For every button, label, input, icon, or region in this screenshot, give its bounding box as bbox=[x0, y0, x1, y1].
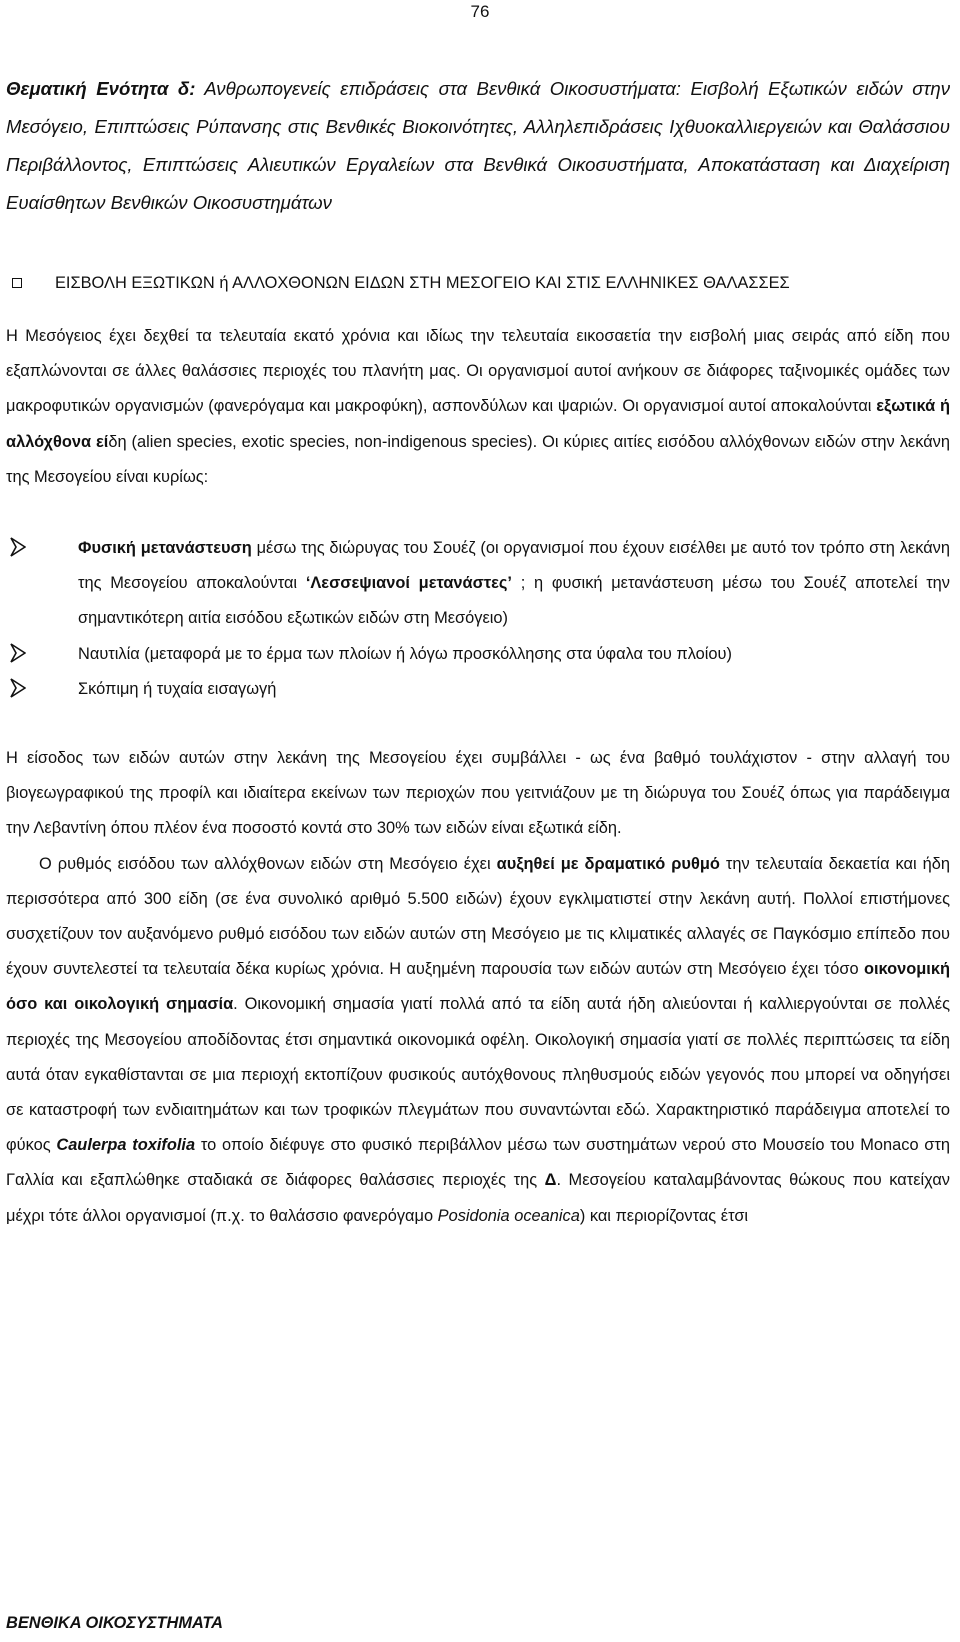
text-run: μέσω της διώρυγας του Σουέζ (οι οργανισμοί που έχουν εισέλθει με αυτό τον τρόπο στη λεκάνη της Μεσογείου αποκαλούνται bbox=[78, 539, 950, 593]
bold-run: αυξηθεί με δραματικό ρυθμό bbox=[496, 854, 720, 873]
text-run: . Οικονομική σημασία γιατί πολλά από τα είδη αυτά ήδη αλιεύονται ή καλλιεργούνται σε πολλές περιοχές της Μεσογείου αποδίδοντας έτσι σημαντικά οικονομικά οφέλη. Οικολογική σημασία γιατί σε πολλές περιπτώσεις τα είδη αυτά όταν εγκαθίστανται σε μια περιοχή εκτοπίζουν φυσικούς αυτόχθονους πληθυσμούς ειδών γεγονός που μπορεί να οδηγήσει σε καταστροφή των ενδιαιτημάτων και των τροφικών πλεγμάτων που συναντώνται εδώ. Χαρακτηριστικό παράδειγμα αποτελεί το φύκος bbox=[6, 995, 950, 1155]
species-name: Caulerpa toxifolia bbox=[56, 1136, 196, 1155]
bold-run: οικονομική όσο και οικολογική σημασία bbox=[6, 960, 950, 1014]
causes-list bbox=[6, 531, 950, 707]
list-item bbox=[6, 531, 950, 637]
text-run: Η Μεσόγειος έχει δεχθεί τα τελευταία εκατό χρόνια και ιδίως την τελευταία εικοσαετία την εισβολή μιας σειράς από είδη που εξαπλώνονται σε άλλες θαλάσσιες περιοχές του πλανήτη μας. Οι οργανισμοί αυτοί ανήκουν σε διάφορες ταξινομικές ομάδες των μακροφυτικών οργανισμών (φανερόγαμα και μακροφύκη), ασπονδύλων και ψαριών. Οι οργανισμοί αυτοί αποκαλούνται bbox=[6, 327, 950, 416]
arrowhead-bullet-icon bbox=[10, 678, 26, 698]
bold-run: Δ bbox=[544, 1171, 557, 1190]
theme-text: Ανθρωπογενείς επιδράσεις στα Βενθικά Οικοσυστήματα: Εισβολή Εξωτικών ειδών στην Μεσόγειο, Επιπτώσεις Ρύπανσης στις Βενθικές Βιοκοινότητες, Αλληλεπιδράσεις Ιχθυοκαλλιεργειών και Θαλάσσιου Περιβάλλοντος, Επιπτώσεις Αλιευτικών Εργαλείων στα Βενθικά Οικοσυστήματα, Αποκατάσταση και Διαχείριση Ευαίσθητων Βενθικών Οικοσυστημάτων bbox=[6, 78, 950, 213]
paragraph-biogeography: Η είσοδος των ειδών αυτών στην λεκάνη της Μεσογείου έχει συμβάλλει - ως ένα βαθμό τουλάχιστον - στην αλλαγή του βιογεωγραφικού της προφίλ και ιδιαίτερα εκείνων των περιοχών που γειτνιάζουν με τη διώρυγα του Σουέζ όπως για παράδειγμα την Λεβαντίνη όπου πλέον ένα ποσοστό κοντά στο 30% των ειδών είναι εξωτικά είδη. bbox=[6, 749, 950, 838]
arrowhead-bullet-icon bbox=[10, 643, 26, 663]
section-heading-text: ΕΙΣΒΟΛΗ ΕΞΩΤΙΚΩΝ ή ΑΛΛΟΧΘΟΝΩΝ ΕΙΔΩΝ ΣΤΗ ΜΕΣΟΓΕΙΟ ΚΑΙ ΣΤΙΣ ΕΛΛΗΝΙΚΕΣ ΘΑΛΑΣΣΕΣ bbox=[55, 274, 790, 292]
text-run: Ο ρυθμός εισόδου των αλλόχθονων ειδών στη Μεσόγειο έχει bbox=[39, 854, 497, 873]
theme-paragraph bbox=[6, 70, 950, 222]
text-run: δη (alien species, exotic species, non-indigenous species). Οι κύριες αιτίες εισόδου αλλόχθονων ειδών στην λεκάνη της Μεσογείου είναι κυρίως: bbox=[6, 432, 950, 486]
bold-run: Φυσική μετανάστευση bbox=[78, 539, 252, 558]
text-run: Σκόπιμη ή τυχαία εισαγωγή bbox=[78, 679, 277, 698]
list-item bbox=[6, 637, 950, 672]
bold-run: εξωτικά ή αλλόχθονα εί bbox=[6, 397, 950, 451]
text-run: ) και περιορίζοντας έτσι bbox=[579, 1206, 749, 1225]
arrowhead-bullet-icon bbox=[10, 537, 26, 557]
text-run: το οποίο διέφυγε στο φυσικό περιβάλλον μέσω των συστημάτων νερού στο Μουσείο του Monaco στη Γαλλία και εξαπλώθηκε σταδιακά σε διάφορες θαλάσσιες περιοχές της bbox=[6, 1136, 951, 1190]
text-run: την τελευταία δεκαετία και ήδη περισσότερα από 300 είδη (σε ένα συνολικό αριθμό 5.500 ειδών) έχουν εγκλιματιστεί στην λεκάνη αυτή. Πολλοί επιστήμονες συσχετίζουν τον αυξανόμενο ρυθμό εισόδου των ειδών αυτών στη Μεσόγειο με τις κλιματικές αλλαγές σε Παγκόσμιο επίπεδο που έχουν συντελεστεί τα τελευταία δέκα κυρίως χρόνια. Η αυξημένη παρουσία των ειδών αυτών στη Μεσόγειο έχει τόσο bbox=[6, 854, 951, 979]
theme-label: Θεματική Ενότητα δ: bbox=[6, 78, 196, 99]
list-item bbox=[6, 672, 950, 707]
document-body bbox=[6, 70, 950, 1234]
text-run: . Μεσογείου καταλαμβάνοντας θώκους που κατείχαν μέχρι τότε άλλοι οργανισμοί (π.χ. το θαλάσσιο φανερόγαμο bbox=[6, 1171, 950, 1225]
page-number: 76 bbox=[470, 2, 490, 21]
section-heading bbox=[6, 266, 950, 301]
checkbox-bullet-icon bbox=[12, 278, 22, 288]
bold-run: ‘Λεσσεψιανοί μετανάστες’ bbox=[305, 574, 512, 593]
text-run: Ναυτιλία (μεταφορά με το έρμα των πλοίων ή λόγω προσκόλλησης στα ύφαλα του πλοίου) bbox=[78, 644, 732, 663]
paragraph-intro bbox=[6, 319, 950, 495]
paragraph-rate bbox=[6, 847, 950, 1234]
species-name: Posidonia oceanica bbox=[437, 1206, 580, 1225]
page-footer: ΒΕΝΘΙΚΑ ΟΙΚΟΣΥΣΤΗΜΑΤΑ bbox=[6, 1614, 223, 1632]
text-run: ; η φυσική μετανάστευση μέσω του Σουέζ αποτελεί την σημαντικότερη αιτία εισόδου εξωτικών ειδών στη Μεσόγειο) bbox=[78, 574, 950, 628]
